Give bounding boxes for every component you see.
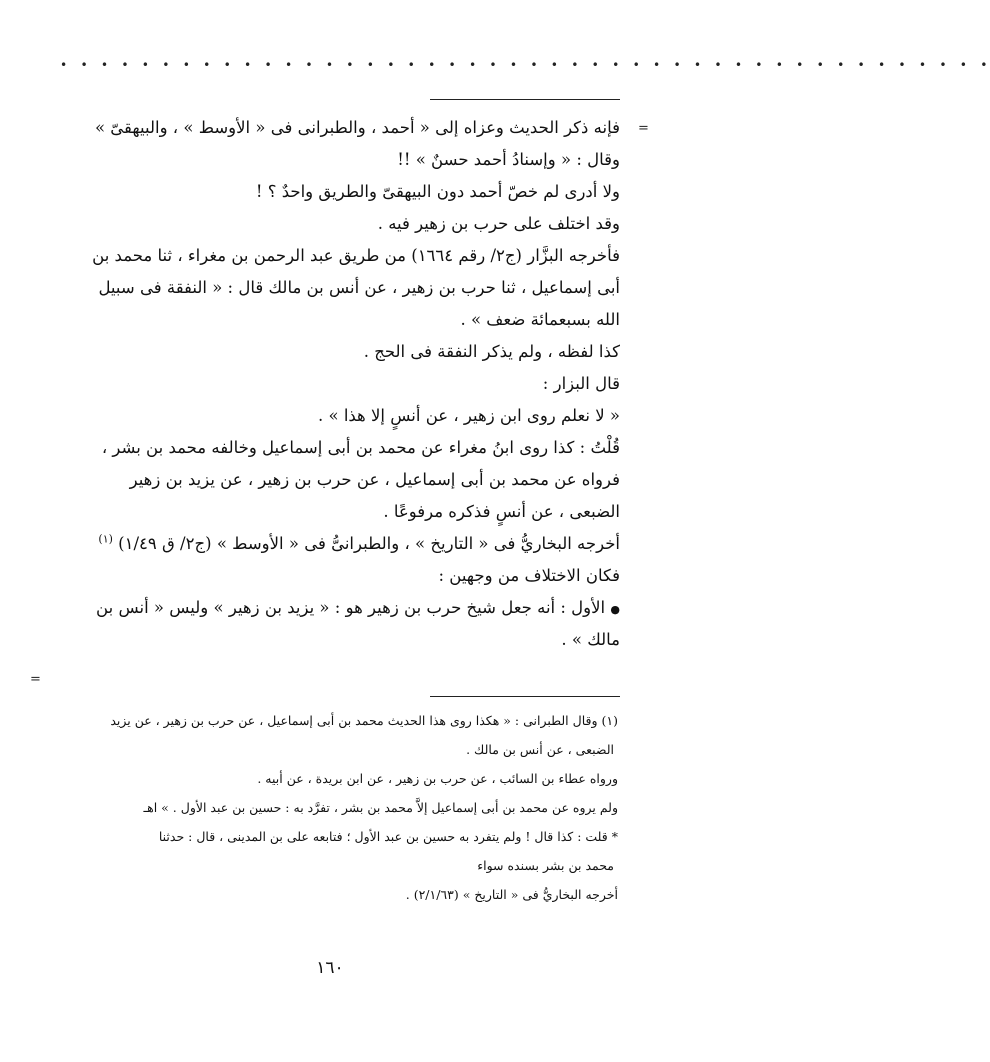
footnote-line-7: أخرجه البخاريُّ فى « التاريخ » (٢/١/٦٣) . [405,887,618,902]
text-line-14 [48,528,620,560]
text-line-17: مالك » . [561,630,620,649]
text-line-5: فأخرجه البزَّار (ج٢/ رقم ١٦٦٤) من طريق عبد الرحمن بن مغراء ، ثنا محمد بن [92,246,620,265]
header-dot-rule: • • • • • • • • • • • • • • • • • • • • • • • • • • • • • • • • • • • • • • • • • • • • • • [60,58,990,72]
header-rule [430,99,620,100]
text-line-12: فرواه عن محمد بن أبى إسماعيل ، عن حرب بن زهير ، عن يزيد بن زهير [129,470,620,489]
footnote-rule [430,696,620,697]
text-line-16 [48,592,620,624]
footnote-line-5: * قلت : كذا قال ! ولم يتفرد به حسين بن عبد الأول ؛ فتابعه على بن المدينى ، قال : حدثنا [158,829,618,844]
page-number: ١٦٠ [316,958,344,978]
footnote-line-6: محمد بن بشر بسنده سواء [477,858,614,873]
footnote-line-1: (١) وقال الطبرانى : « هكذا روى هذا الحديث محمد بن أبى إسماعيل ، عن حرب بن زهير ، عن يزيد [110,713,618,728]
text-line-8: كذا لفظه ، ولم يذكر النفقة فى الحج . [363,342,620,361]
text-line-2: وقال : « وإسنادُ أحمد حسنٌ » !! [397,150,620,169]
text-line-11: قُلْتُ : كذا روى ابنُ مغراء عن محمد بن أبى إسماعيل وخالفه محمد بن بشر ، [101,438,620,457]
text-line-9: قال البزار : [542,374,620,393]
text-line-15: فكان الاختلاف من وجهين : [438,566,620,585]
text-line-6: أبى إسماعيل ، ثنا حرب بن زهير ، عن أنس بن مالك قال : « النفقة فى سبيل [98,278,620,297]
text-line-10: « لا نعلم روى ابن زهير ، عن أنسٍ إلا هذا » . [317,406,620,425]
text-line-14-body: أخرجه البخاريُّ فى « التاريخ » ، والطبرانىُّ فى « الأوسط » (ج٢/ ق ١/٤٩) [118,534,620,553]
text-line-3: ولا أدرى لم خصّ أحمد دون البيهقىّ والطريق واحدٌ ؟ ! [255,182,620,201]
text-line-1: فإنه ذكر الحديث وعزاه إلى « أحمد ، والطبرانى فى « الأوسط » ، والبيهقىّ » [94,118,620,137]
footnotes [38,706,618,909]
footnote-line-2: الضبعى ، عن أنس بن مالك . [466,742,614,757]
main-text [48,112,620,656]
text-line-4: وقد اختلف على حرب بن زهير فيه . [377,214,620,233]
footnote-line-4: ولم يروه عن محمد بن أبى إسماعيل إلاَّ محمد بن بشر ، تفرَّد به : حسين بن عبد الأول . » اهـ [143,800,618,815]
footnote-ref[interactable]: (١) [98,532,113,546]
footnote-line-3: ورواه عطاء بن السائب ، عن حرب بن زهير ، عن ابن بريدة ، عن أبيه . [257,771,618,786]
text-line-16-body: الأول : أنه جعل شيخ حرب بن زهير هو : « يزيد بن زهير » وليس « أنس بن [96,598,606,617]
margin-mark-bottom: = [30,672,41,687]
margin-mark-top: = [638,121,649,136]
text-line-7: الله بسبعمائة ضعف » . [460,310,620,329]
bullet-icon: ● [610,603,620,616]
text-line-13: الضبعى ، عن أنسٍ فذكره مرفوعًا . [383,502,620,521]
